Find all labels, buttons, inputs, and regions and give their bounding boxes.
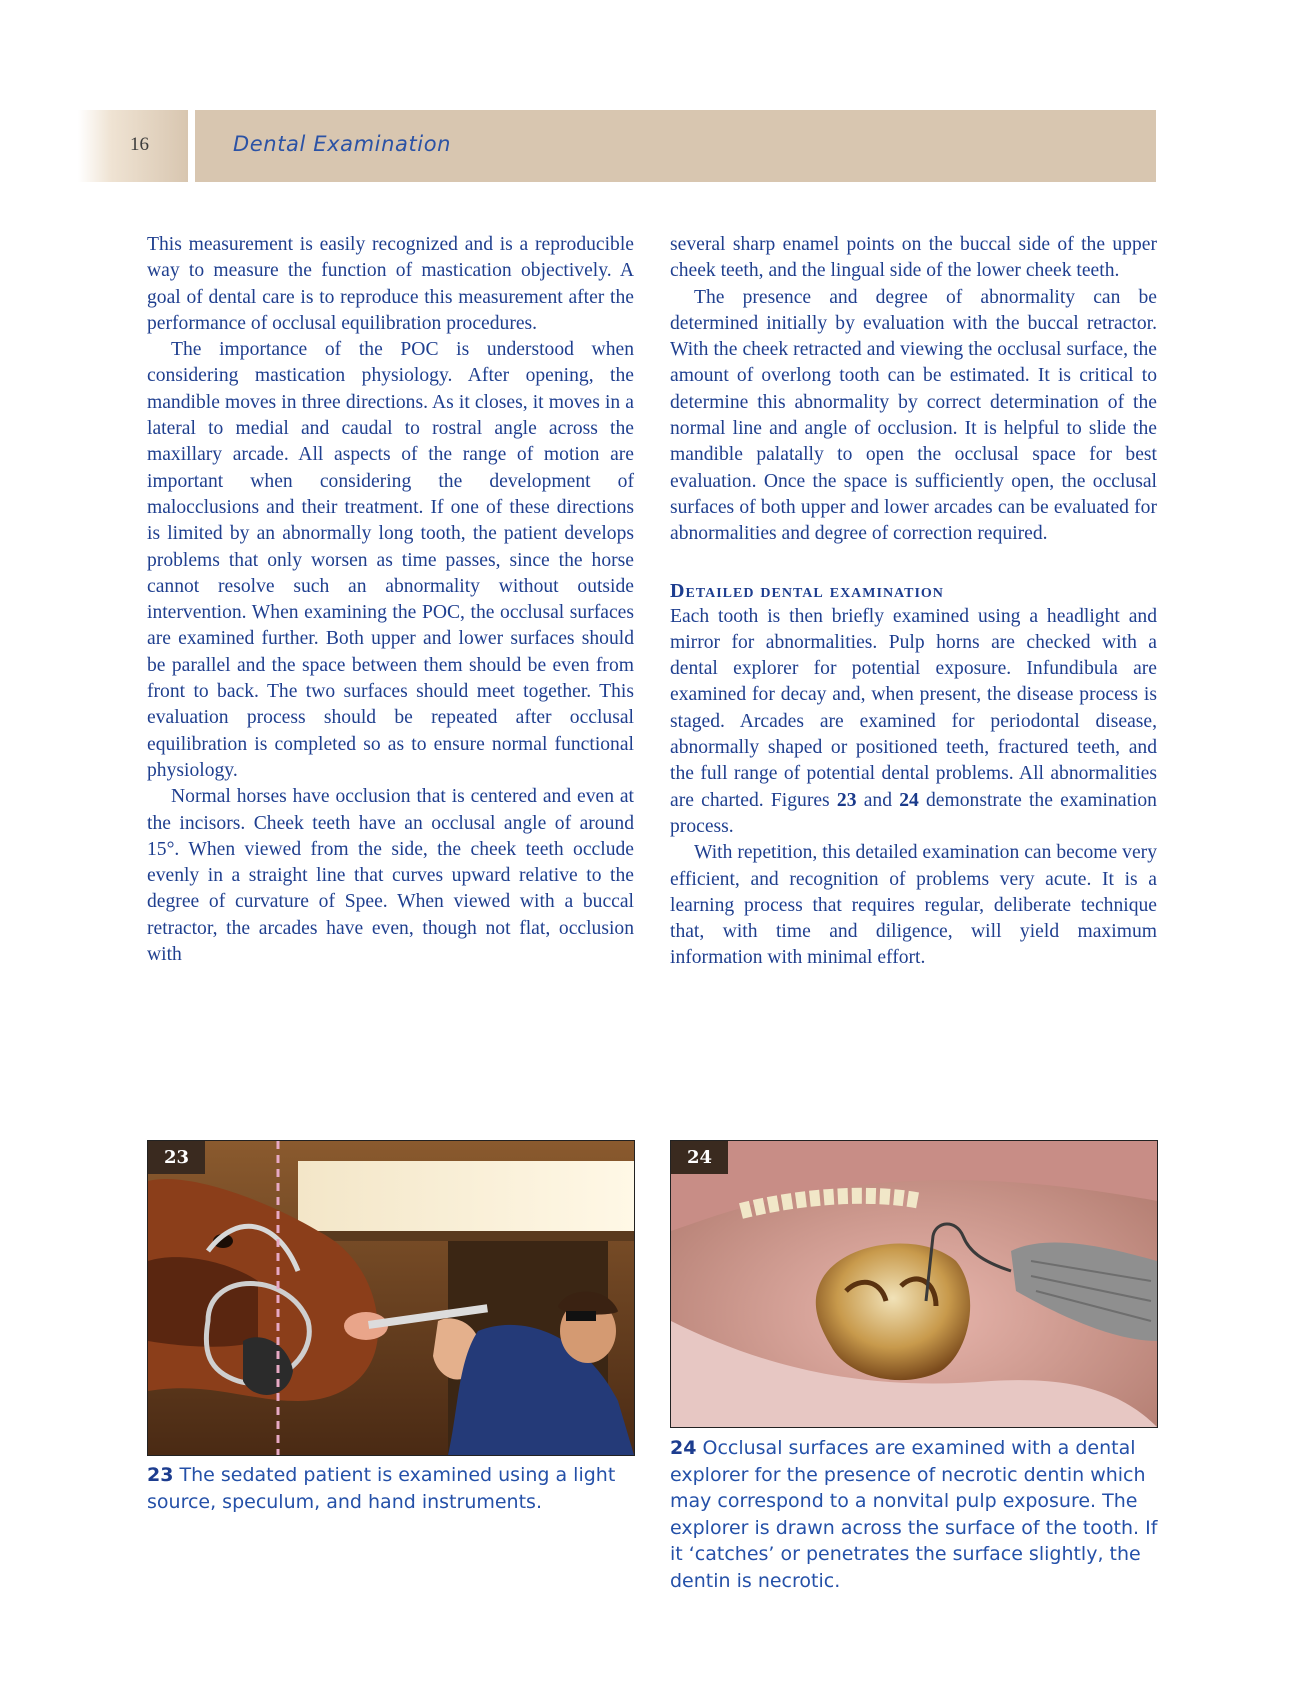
right-paragraph-4: With repetition, this detailed examination can become very efficient, and recognition of problems very acute. It is a learning process that requires regular, deliberate technique that, with time and diligence, will yield maximum information with minimal effort.: [670, 842, 1157, 969]
figure-24-caption-text: Occlusal surfaces are examined with a dental explorer for the presence of necrotic dentin which may correspond to a nonvital pulp exposure. The explorer is drawn across the surface of the tooth. If it ‘catches’ or penetrates the surface slightly, the dentin is necrotic.: [670, 1437, 1158, 1592]
running-header: [78, 110, 1156, 182]
figure-23-caption-text: The sedated patient is examined using a light source, speculum, and hand instruments.: [147, 1464, 616, 1513]
right-paragraph-3: [670, 604, 1157, 841]
figure-23-illustration: [148, 1141, 634, 1455]
figure-24-illustration: [671, 1141, 1157, 1427]
right-paragraph-2: The presence and degree of abnormality can be determined initially by evaluation with the buccal retractor. With the cheek retracted and viewing the occlusal surface, the amount of overlong tooth can be estimated. It is critical to determine this abnormality by correct determination of the normal line and angle of occlusion. It is helpful to slide the mandible palatally to open the occlusal space for best evaluation. Once the space is sufficiently open, the occlusal surfaces of both upper and lower arcades can be evaluated for abnormalities and degree of correction required.: [670, 286, 1157, 545]
page-number-box: [78, 110, 188, 182]
left-paragraph-1: This measurement is easily recognized and is a reproducible way to measure the function of mastication objectively. A goal of dental care is to reproduce this measurement after the performance of occlusal equilibration procedures.: [147, 234, 634, 334]
figure-23-caption: [147, 1462, 637, 1515]
right-paragraph-3-and: and: [856, 789, 900, 811]
running-title-box: [195, 110, 1156, 182]
left-paragraph-2: The importance of the POC is understood when considering mastication physiology. After opening, the mandible moves in three directions. As it closes, it moves in a lateral to medial and caudal to rostral angle across the maxillary arcade. All aspects of the range of motion are important when considering the development of malocclusions and their treatment. If one of these directions is limited by an abnormally long tooth, the patient develops problems that only worsen as time passes, since the horse cannot resolve such an abnormality without outside intervention. When examining the POC, the occlusal surfaces are examined further. Both upper and lower surfaces should be parallel and the space between them should be even from front to back. The two surfaces should meet together. This evaluation process should be repeated after occlusal equilibration is completed so as to ensure normal functional physiology.: [147, 339, 634, 781]
right-column: [670, 232, 1157, 972]
figure-23-badge: 23: [148, 1141, 205, 1174]
figure-24-photo: [670, 1140, 1158, 1428]
figure-23-caption-number: 23: [147, 1464, 174, 1486]
figure-24-caption-number: 24: [670, 1437, 697, 1459]
right-paragraph-1: several sharp enamel points on the buccal side of the upper cheek teeth, and the lingual side of the lower cheek teeth.: [670, 234, 1157, 282]
right-paragraph-3-text-b: demonstrate the examination process.: [670, 789, 1157, 837]
page-number: 16: [130, 134, 149, 155]
figure-ref-23: 23: [836, 789, 857, 811]
figure-23-photo: [147, 1140, 635, 1456]
figure-24-badge: 24: [671, 1141, 728, 1174]
running-title: Dental Examination: [233, 132, 452, 156]
right-paragraph-3-text-a: Each tooth is then briefly examined using a headlight and mirror for abnormalities. Pulp horns are checked with a dental explorer for potential exposure. Infundibula are examined for decay and, when present, the disease process is staged. Arcades are examined for periodontal disease, abnormally shaped or positioned teeth, fractured teeth, and the full range of potential dental problems. All abnormalities are charted. Figures: [670, 605, 1157, 811]
left-column: [147, 232, 634, 968]
section-heading: Detailed dental examination: [670, 579, 944, 602]
figure-ref-24: 24: [899, 789, 919, 811]
figure-24-caption: [670, 1435, 1160, 1594]
left-paragraph-3: Normal horses have occlusion that is centered and even at the incisors. Cheek teeth have an occlusal angle of around 15°. When viewed from the side, the cheek teeth occlude evenly in a straight line that curves upward relative to the degree of curvature of Spee. When viewed with a buccal retractor, the arcades have even, though not flat, occlusion with: [147, 786, 634, 966]
